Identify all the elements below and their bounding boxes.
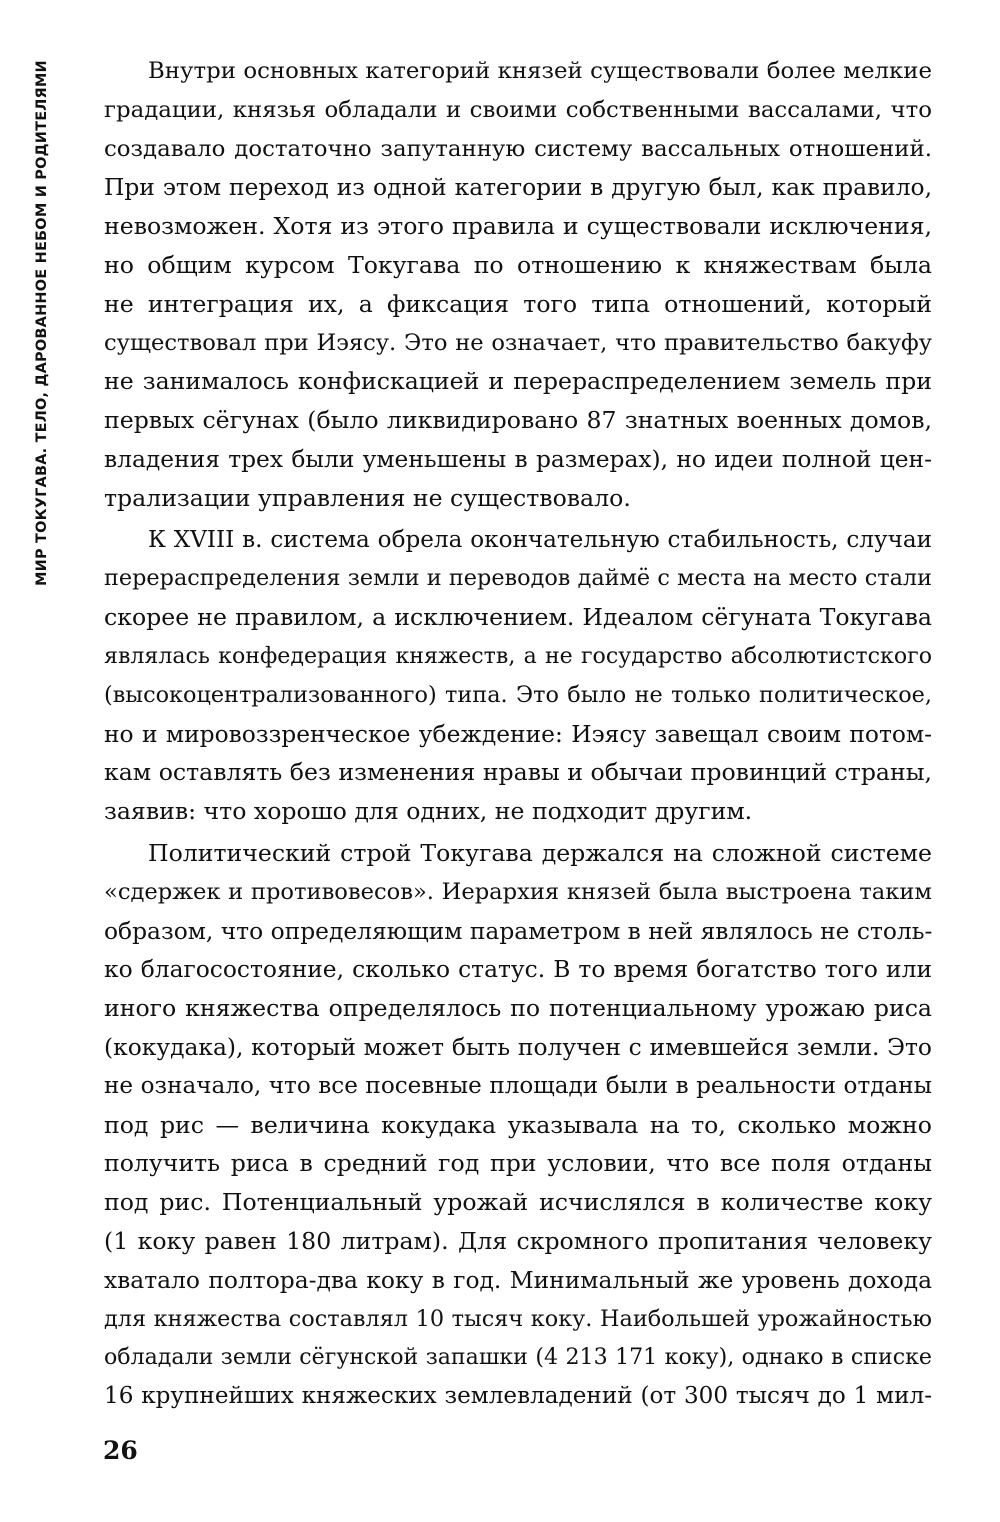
text-line: но и мировоззренческое убеждение: Иэясу завещал своим потом- bbox=[104, 719, 932, 748]
text-line: но общим курсом Токугава по отношению к княжествам была bbox=[104, 250, 932, 279]
text-line: получить риса в средний год при условии, что все поля отданы bbox=[104, 1149, 932, 1178]
text-line: создавало достаточно запутанную систему вассальных отношений. bbox=[104, 135, 932, 162]
text-line: существовал при Иэясу. Это не означает, что правительство бакуфу bbox=[104, 329, 932, 356]
text-line: Внутри основных категорий князей существовали более мелкие bbox=[148, 58, 932, 84]
text-line: владения трех были уменьшены в размерах), но идеи полной цен- bbox=[104, 444, 932, 473]
text-line: (кокудака), который может быть получен с имевшейся земли. Это bbox=[104, 1032, 932, 1061]
text-line: не означало, что все посевные площади были в реальности отданы bbox=[104, 1072, 932, 1099]
running-head: МИР ТОКУГАВА. ТЕЛО, ДАРОВАННОЕ НЕБОМ И РОДИТЕЛЯМИ bbox=[34, 60, 50, 586]
text-line: Политический строй Токугава держался на сложной системе bbox=[148, 838, 932, 867]
text-line: «сдержек и противовесов». Иерархия князей была выстроена таким bbox=[104, 878, 932, 905]
text-line: обладали земли сёгунской запашки (4 213 171 коку), однако в списке bbox=[104, 1344, 932, 1371]
text-line: невозможен. Хотя из этого правила и существовали исключения, bbox=[104, 212, 932, 241]
text-line: под рис. Потенциальный урожай исчислялся в количестве коку bbox=[104, 1188, 932, 1217]
text-line: ко благосостояние, сколько статус. В то время богатство того или bbox=[104, 955, 932, 984]
text-line: первых сёгунах (было ликвидировано 87 знатных военных домов, bbox=[104, 406, 932, 435]
text-line: иного княжества определялось по потенциальному урожаю риса bbox=[104, 994, 932, 1023]
text-line: К XVIII в. система обрела окончательную стабильность, случаи bbox=[148, 526, 932, 553]
text-line: 16 крупнейших княжеских землевладений (от 300 тысяч до 1 мил- bbox=[104, 1383, 932, 1410]
text-line: под рис — величина кокудака указывала на то, сколько можно bbox=[104, 1110, 932, 1139]
text-line: являлась конфедерация княжеств, а не государство абсолютистского bbox=[104, 642, 932, 669]
text-line: (1 коку равен 180 литрам). Для скромного пропитания человеку bbox=[104, 1226, 932, 1255]
text-line: хватало полтора-два коку в год. Минимальный же уровень дохода bbox=[104, 1265, 932, 1294]
text-line: образом, что определяющим параметром в ней являлось не столь- bbox=[104, 916, 932, 945]
text-line: для княжества составлял 10 тысяч коку. Наибольшей урожайностью bbox=[104, 1305, 932, 1332]
text-line: (высокоцентрализованного) типа. Это было не только политическое, bbox=[104, 681, 932, 708]
text-line: не интеграция их, а фиксация того типа отношений, который bbox=[104, 289, 932, 318]
text-line: перераспределения земли и переводов даймё с места на место стали bbox=[104, 565, 932, 592]
text-line: скорее не правилом, а исключением. Идеалом сёгуната Токугава bbox=[104, 603, 932, 632]
text-line: заявив: что хорошо для одних, не подходит другим. bbox=[104, 797, 753, 826]
text-line: При этом переход из одной категории в другую был, как правило, bbox=[104, 173, 932, 202]
page-number: 26 bbox=[103, 1436, 138, 1465]
text-line: не занималось конфискацией и перераспределением земель при bbox=[104, 367, 932, 396]
text-line: кам оставлять без изменения нравы и обычаи провинций страны, bbox=[104, 758, 932, 787]
text-line: градации, князья обладали и своими собственными вассалами, что bbox=[104, 96, 932, 123]
text-line: трализации управления не существовало. bbox=[104, 483, 631, 512]
body-text bbox=[104, 52, 932, 1416]
